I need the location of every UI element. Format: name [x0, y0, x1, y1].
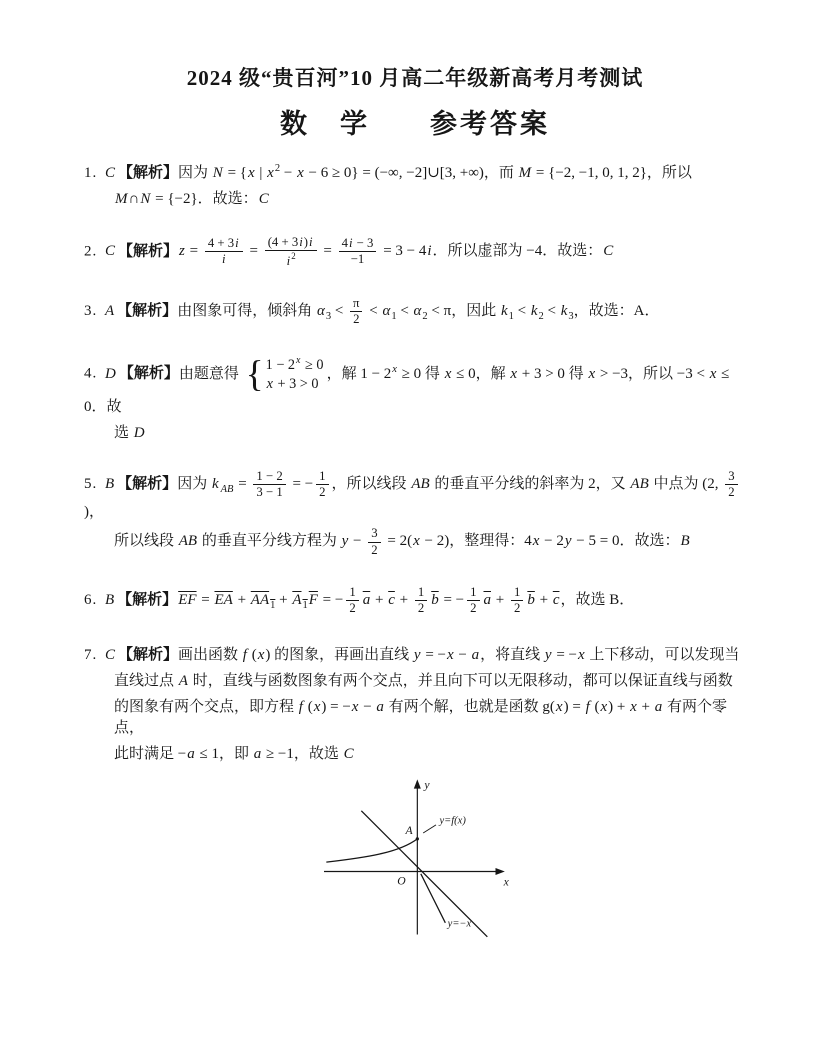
solution-text: 因为 k $_{AB}$ = $\frac{1 - 2}{3 - 1}$ = − $\frac{1}{2}$ ，所以线段 AB 的垂直平分线的斜率为 2，又 AB 中点为 (2, $\frac{3}{2}$ )， [84, 476, 741, 520]
solution-item-1 [84, 161, 746, 208]
solution-text: 由图象可得，倾斜角 $\alpha_3$ < $\frac{\pi}{2}$ < $\alpha_1 < \alpha_2 < \pi$，因此 $k_1 < k_2 < k_3$，故选：A． [177, 295, 660, 327]
solution-text: z = $\frac{4 + 3i}{i}$ = $\frac{(4 + 3i)i}{i^2}$ = $\frac{4i - 3}{-1}$ = 3 − 4i．所以虚部为 −4．故选：C [179, 235, 614, 268]
analysis-tag: 【解析】 [118, 165, 179, 181]
item-answer: C [105, 243, 116, 260]
solution-item-6 [84, 585, 746, 617]
solution-line [84, 585, 746, 617]
point-a [416, 838, 419, 841]
item-answer: B [105, 475, 115, 492]
curve-fx-left [326, 839, 417, 862]
solution-text: 因为 N = {x | $x^2 - x - 6 \ge 0$} = (−∞, −2]∪[3, +∞)，而 M = {−2, −1, 0, 1, 2}，所以 [178, 163, 692, 181]
solution-line [84, 296, 746, 328]
item-answer: A [105, 303, 115, 320]
x-axis-label: x [503, 875, 509, 889]
solution-line [84, 643, 746, 664]
analysis-tag: 【解析】 [118, 243, 179, 260]
function-graph [310, 771, 520, 944]
solution-item-7 [84, 643, 746, 763]
x-axis-arrow [496, 868, 505, 875]
solution-text: 画出函数 f (x) 的图象，再画出直线 y = −x − a，将直线 y = −x 上下移动，可以发现当 [178, 647, 740, 664]
solution-text: 的图象有两个交点，即方程 f (x) = −x − a 有两个解，也就是函数 g(x) = f (x) + x + a 有两个零点， [114, 699, 728, 737]
item-number: 4. [84, 365, 102, 382]
y-axis-label: y [424, 779, 430, 793]
analysis-tag: 【解析】 [118, 647, 179, 664]
document-title: 2024 级“贵百河”10 月高二年级新高考月考测试 [186, 66, 644, 90]
fx-label-leader [423, 825, 436, 833]
negx-line-label: y=−x [447, 918, 472, 930]
origin-label: O [397, 874, 406, 888]
item-number: 6. [84, 592, 102, 609]
solution-text: M∩N = {−2}．故选：C [115, 191, 269, 207]
document-subtitle: 数 学 参考答案 [280, 109, 550, 139]
y-axis-arrow [414, 780, 421, 789]
curve-fx-right [421, 874, 445, 923]
solution-text: $\overline{EF} = \overline{EA} + AA_1 + A_1F$ = − $\frac{1}{2}$ $\overline{a} + \overline{c}$ + $\frac{1}{2}$ $\overline{b}$ = − $\frac{1}{2}$ $\overline{a}$ + $\frac{1}{2}$ $\overline{b} + \overline{c}$，故选 B． [178, 584, 635, 616]
solution-item-3 [84, 296, 746, 328]
solution-item-4 [84, 354, 746, 441]
item-number: 2. [84, 243, 102, 260]
item-answer: B [105, 592, 115, 609]
fx-curve-label: y=f(x) [439, 816, 466, 828]
solution-text: 选 D [114, 424, 145, 441]
analysis-tag: 【解析】 [118, 365, 179, 382]
solution-line [84, 235, 746, 269]
solution-text: 此时满足 −a ≤ 1，即 a ≥ −1，故选 C [114, 746, 354, 763]
solution-line [84, 161, 746, 182]
item-answer: C [105, 165, 116, 181]
solution-text: 由题意得 { $1 - 2^x \ge 0$ x + 3 > 0 ，解 $1 - 2^x \ge 0$ 得 x ≤ 0，解 x + 3 > 0 得 x > −3，所以 −3 < x ≤ 0．故 [84, 353, 730, 415]
solution-line [84, 354, 746, 415]
item-number: 1. [84, 165, 102, 181]
solution-line [84, 469, 746, 522]
analysis-tag: 【解析】 [117, 592, 178, 609]
solution-text: 所以线段 AB 的垂直平分线方程为 y − $\frac{3}{2}$ = 2(x − 2)，整理得：4x − 2y − 5 = 0．故选：B [114, 526, 690, 557]
item-number: 3. [84, 303, 102, 320]
analysis-tag: 【解析】 [117, 475, 178, 492]
solution-item-5 [84, 469, 746, 558]
item-answer: C [105, 647, 116, 664]
solution-text: 直线过点 A 时，直线与函数图象有两个交点，并且向下可以无限移动，都可以保证直线与函数 [114, 673, 733, 690]
solution-item-2 [84, 235, 746, 269]
function-graph-figure [310, 771, 520, 949]
item-answer: D [105, 365, 116, 382]
item-number: 7. [84, 647, 102, 664]
point-a-label: A [405, 824, 413, 838]
analysis-tag: 【解析】 [117, 303, 178, 320]
item-number: 5. [84, 475, 102, 492]
